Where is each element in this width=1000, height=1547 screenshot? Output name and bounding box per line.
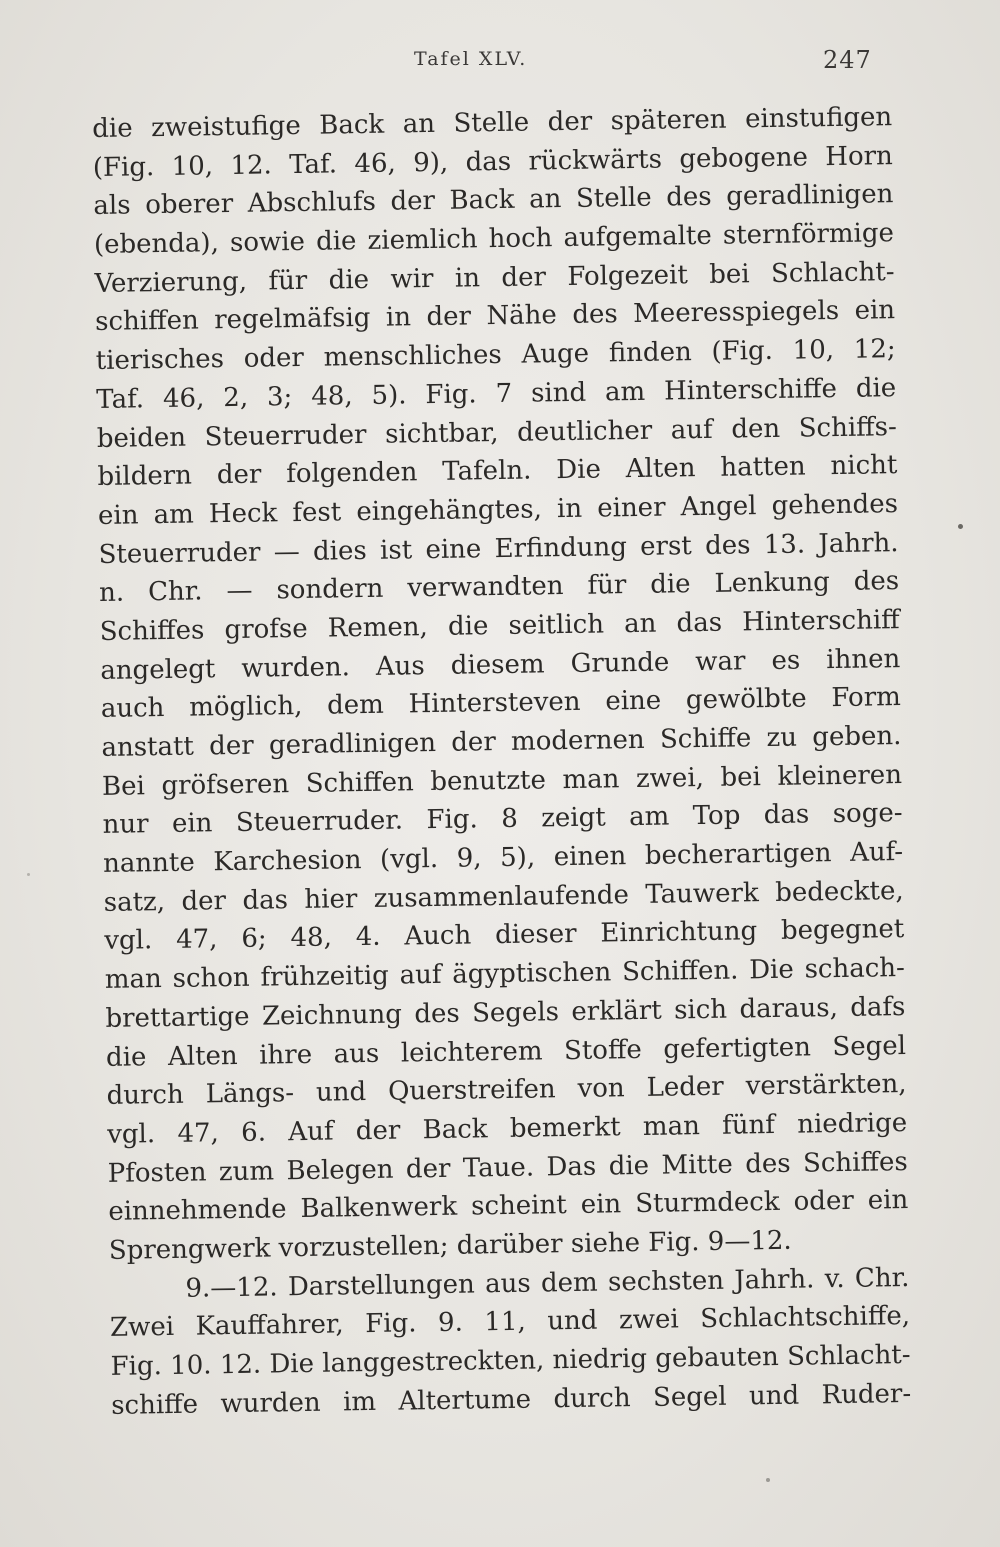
text-line: vgl. 47, 6; 48, 4. Auch dieser Einrichtung begegnet	[104, 914, 905, 957]
text-line: n. Chr. — sondern verwandten für die Lenkung des	[98, 566, 900, 609]
text-line: beiden Steuerruder sichtbar, deutlicher auf den Schiffs-	[96, 411, 898, 454]
text-line: auch möglich, dem Hintersteven eine gewölbte Form	[100, 682, 902, 725]
text-line: nannte Karchesion (vgl. 9, 5), einen becherartigen Auf-	[102, 837, 904, 879]
text-line: ein am Heck fest eingehängtes, in einer Angel gehendes	[97, 488, 899, 531]
body-text	[92, 98, 911, 1425]
text-line: tierisches oder menschliches Auge finden (Fig. 10, 12;	[95, 334, 896, 377]
text-line: bildern der folgenden Tafeln. Die Alten hatten nicht	[97, 450, 898, 493]
text-line: die Alten ihre aus leichterem Stoffe gefertigten Segel	[105, 1030, 907, 1073]
text-line: schiffe wurden im Altertume durch Segel und Ruder-	[110, 1378, 912, 1421]
running-head	[0, 44, 1000, 84]
text-line: Steuerruder — dies ist eine Erfindung erst des 13. Jahrh.	[98, 527, 899, 570]
text-line: Sprengwerk vorzustellen; darüber siehe Fig. 9—12.	[108, 1225, 792, 1266]
text-line: (ebenda), sowie die ziemlich hoch aufgemalte sternförmige	[93, 218, 895, 261]
text-line: (Fig. 10, 12. Taf. 46, 9), das rückwärts gebogene Horn	[92, 140, 893, 183]
text-line: als oberer Abschlufs der Back an Stelle des geradlinigen	[93, 179, 894, 222]
text-line: satz, der das hier zusammenlaufende Tauwerk bedeckte,	[103, 875, 904, 918]
text-line: Schiffes grofse Remen, die seitlich an das Hinterschiff	[99, 605, 900, 647]
paper-speck	[766, 1478, 770, 1482]
text-line: schiffen regelmäfsig in der Nähe des Meeresspiegels ein	[94, 295, 896, 338]
plate-title: Tafel XLV.	[414, 48, 528, 70]
text-line: Zwei Kauffahrer, Fig. 9. 11, und zwei Schlachtschiffe,	[109, 1301, 911, 1344]
text-line: vgl. 47, 6. Auf der Back bemerkt man fünf niedrige	[106, 1107, 908, 1150]
paper-speck	[27, 873, 30, 876]
text-line: Pfosten zum Belegen der Taue. Das die Mitte des Schiffes	[107, 1146, 908, 1189]
text-line: man schon frühzeitig auf ägyptischen Schiffen. Die schach-	[104, 953, 906, 996]
page-number: 247	[823, 46, 872, 74]
text-line: einnehmende Balkenwerk scheint ein Sturmdeck oder ein	[108, 1185, 909, 1228]
text-line: die zweistufige Back an Stelle der späteren einstufigen	[92, 102, 893, 144]
text-line: angelegt wurden. Aus diesem Grunde war es ihnen	[100, 643, 901, 686]
text-line: brettartige Zeichnung des Segels erklärt sich daraus, dafs	[105, 991, 906, 1034]
text-line: Fig. 10. 12. Die langgestreckten, niedrig gebauten Schlacht-	[110, 1339, 911, 1382]
section-heading-line: 9.—12. Darstellungen aus dem sechsten Jahrh. v. Chr.	[185, 1262, 910, 1304]
text-line: Taf. 46, 2, 3; 48, 5). Fig. 7 sind am Hinterschiffe die	[96, 372, 897, 415]
text-line: durch Längs- und Querstreifen von Leder verstärkten,	[106, 1069, 907, 1112]
text-line: nur ein Steuerruder. Fig. 8 zeigt am Top das soge-	[102, 798, 903, 841]
text-line: Bei gröfseren Schiffen benutzte man zwei, bei kleineren	[101, 759, 903, 802]
text-line: anstatt der geradlinigen der modernen Schiffe zu geben.	[101, 721, 902, 763]
text-line: Verzierung, für die wir in der Folgezeit bei Schlacht-	[94, 256, 895, 299]
paper-speck	[958, 524, 963, 529]
